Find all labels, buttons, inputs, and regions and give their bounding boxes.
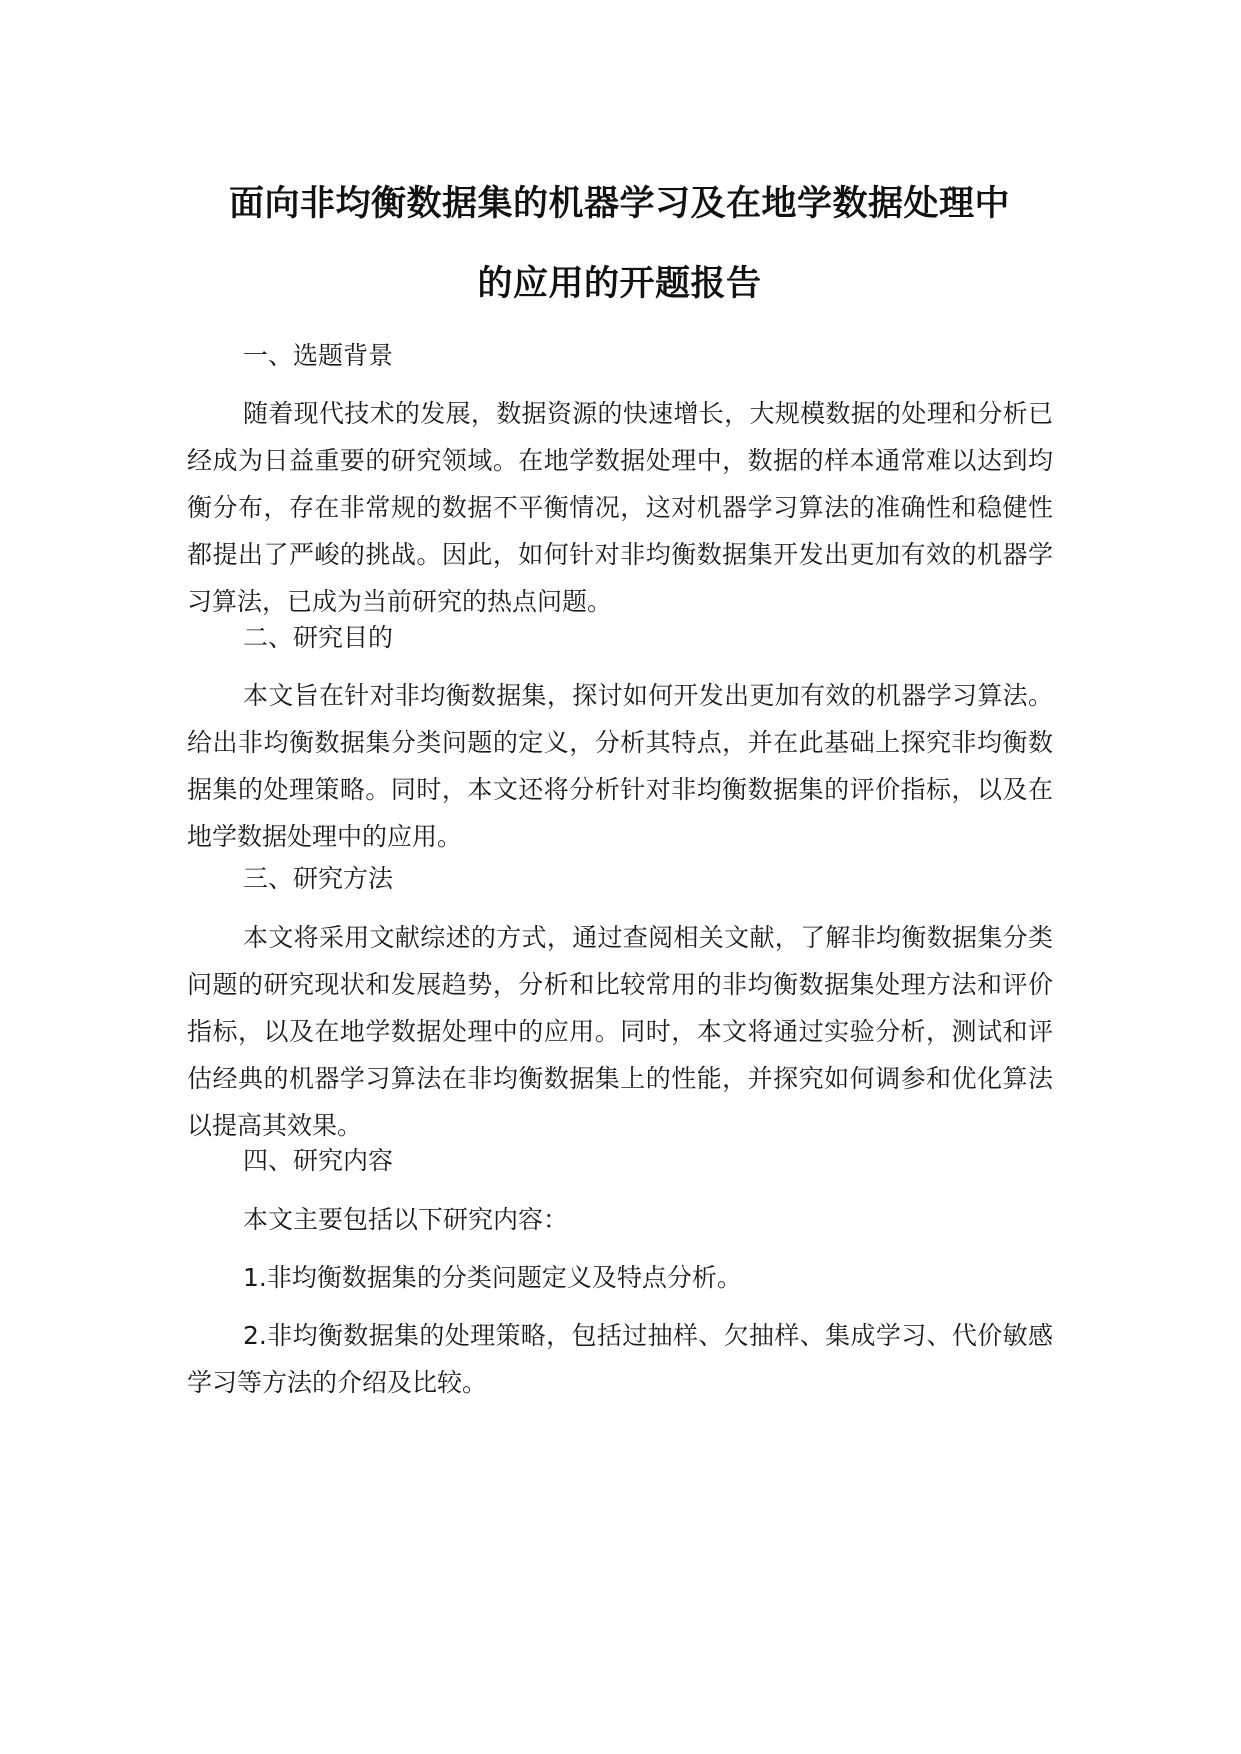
content-list-item: 2.非均衡数据集的处理策略，包括过抽样、欠抽样、集成学习、代价敏感学习等方法的介绍及比较。 — [187, 1321, 1053, 1397]
document-title-line-2: 的应用的开题报告 — [477, 264, 762, 304]
section-heading-content: 四、研究内容 — [243, 1146, 394, 1175]
section-paragraph-purpose: 本文旨在针对非均衡数据集，探讨如何开发出更加有效的机器学习算法。给出非均衡数据集分类问题的定义，分析其特点，并在此基础上探究非均衡数据集的处理策略。同时，本文还将分析针对非均衡数据集的评价指标，以及在地学数据处理中的应用。 — [187, 681, 1053, 851]
section-heading-background: 一、选题背景 — [243, 341, 394, 370]
content-list-item: 1.非均衡数据集的分类问题定义及特点分析。 — [243, 1263, 742, 1292]
section-heading-purpose: 二、研究目的 — [243, 623, 394, 652]
section-paragraph-background: 随着现代技术的发展，数据资源的快速增长，大规模数据的处理和分析已经成为日益重要的研究领域。在地学数据处理中，数据的样本通常难以达到均衡分布，存在非常规的数据不平衡情况，这对机器学习算法的准确性和稳健性都提出了严峻的挑战。因此，如何针对非均衡数据集开发出更加有效的机器学习算法，已成为当前研究的热点问题。 — [187, 399, 1053, 616]
section-intro-content: 本文主要包括以下研究内容： — [243, 1205, 569, 1234]
section-paragraph-method: 本文将采用文献综述的方式，通过查阅相关文献，了解非均衡数据集分类问题的研究现状和发展趋势，分析和比较常用的非均衡数据集处理方法和评价指标，以及在地学数据处理中的应用。同时，本文将通过实验分析，测试和评估经典的机器学习算法在非均衡数据集上的性能，并探究如何调参和优化算法以提高其效果。 — [187, 923, 1053, 1140]
document-title-line-1: 面向非均衡数据集的机器学习及在地学数据处理中 — [228, 184, 1010, 224]
section-heading-method: 三、研究方法 — [243, 864, 394, 893]
